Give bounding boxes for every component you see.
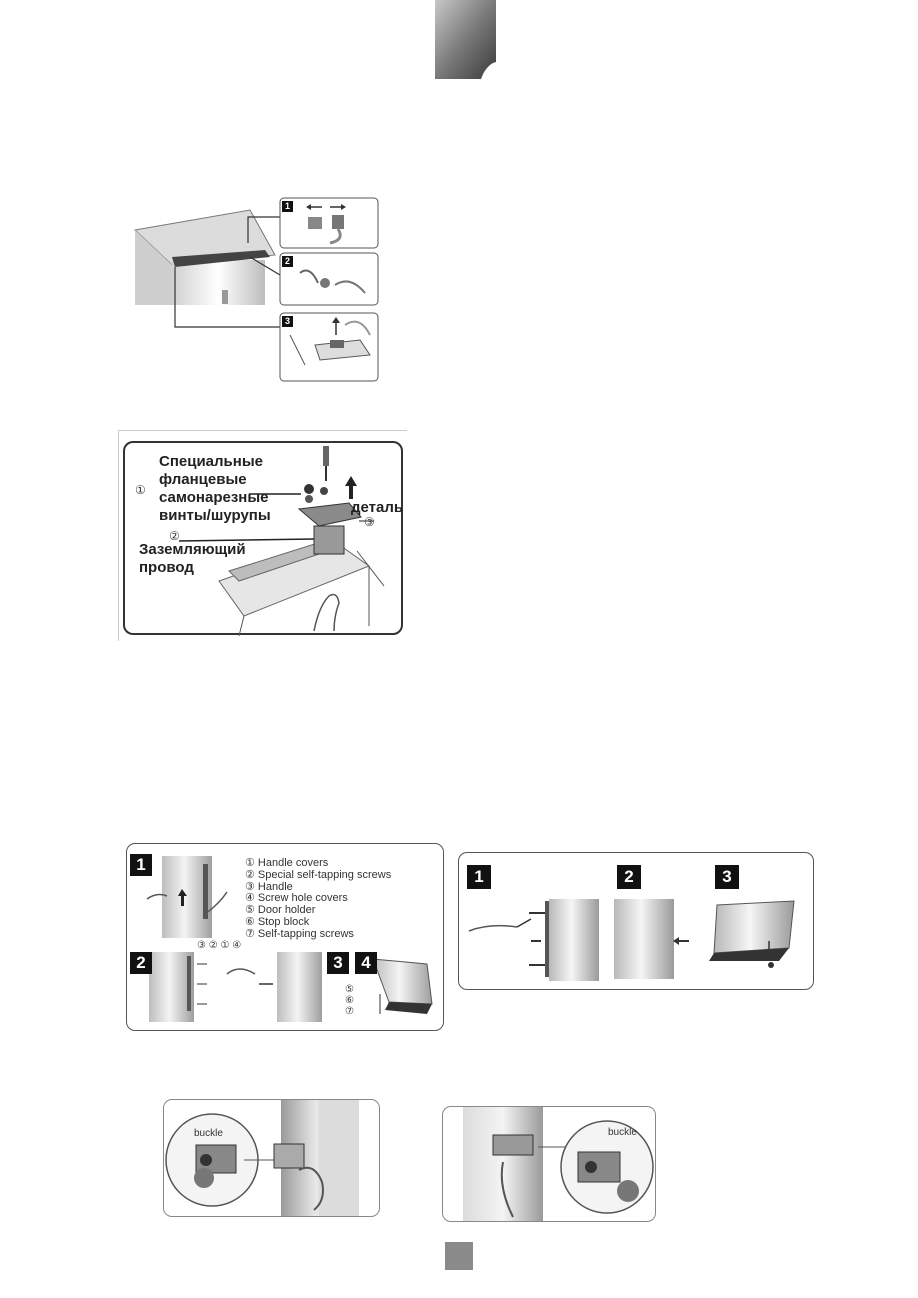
fridge-top-illustration <box>130 195 385 385</box>
step2-callouts: ③ ② ① ④ <box>197 940 242 951</box>
handle-step-1: 1 <box>130 854 152 876</box>
door-step-1: 1 <box>467 865 491 889</box>
part-label: деталь <box>351 499 404 516</box>
handle-step-3: 3 <box>327 952 349 974</box>
buckle-left-illustration <box>164 1100 379 1216</box>
header-emblem <box>435 0 496 79</box>
callout-2: ② <box>169 529 180 543</box>
handle-step-2: 2 <box>130 952 152 974</box>
door-steps-diagram <box>458 852 814 990</box>
handle-diagram <box>126 843 444 1031</box>
door-step-3: 3 <box>715 865 739 889</box>
buckle-right-diagram <box>442 1106 656 1222</box>
screws-label: Специальные фланцевые самонарезные винты/шурупы <box>159 453 271 524</box>
step-3-badge: 3 <box>282 316 293 327</box>
door-step-2: 2 <box>617 865 641 889</box>
page-curl-icon <box>435 0 496 79</box>
hinge-removal-diagram <box>130 195 385 385</box>
step-2-badge: 2 <box>282 256 293 267</box>
step4-callouts: ⑤ ⑥ ⑦ <box>345 984 354 1017</box>
page-number-box <box>445 1242 473 1270</box>
handle-step-4: 4 <box>355 952 377 974</box>
callout-1: ① <box>135 483 146 497</box>
wire-label: Заземляющий провод <box>139 541 246 576</box>
buckle-left-label: buckle <box>194 1128 223 1139</box>
buckle-left-diagram <box>163 1099 380 1217</box>
handle-legend: ① Handle covers ② Special self-tapping screws ③ Handle ④ Screw hole covers ⑤ Door holder ⑥ Stop block ⑦ Self-tapping screws <box>245 857 392 940</box>
callout-3: ③ <box>364 515 375 529</box>
buckle-right-illustration <box>443 1107 655 1221</box>
buckle-right-label: buckle <box>608 1127 637 1138</box>
step-1-badge: 1 <box>282 201 293 212</box>
bracket-diagram <box>118 430 407 641</box>
